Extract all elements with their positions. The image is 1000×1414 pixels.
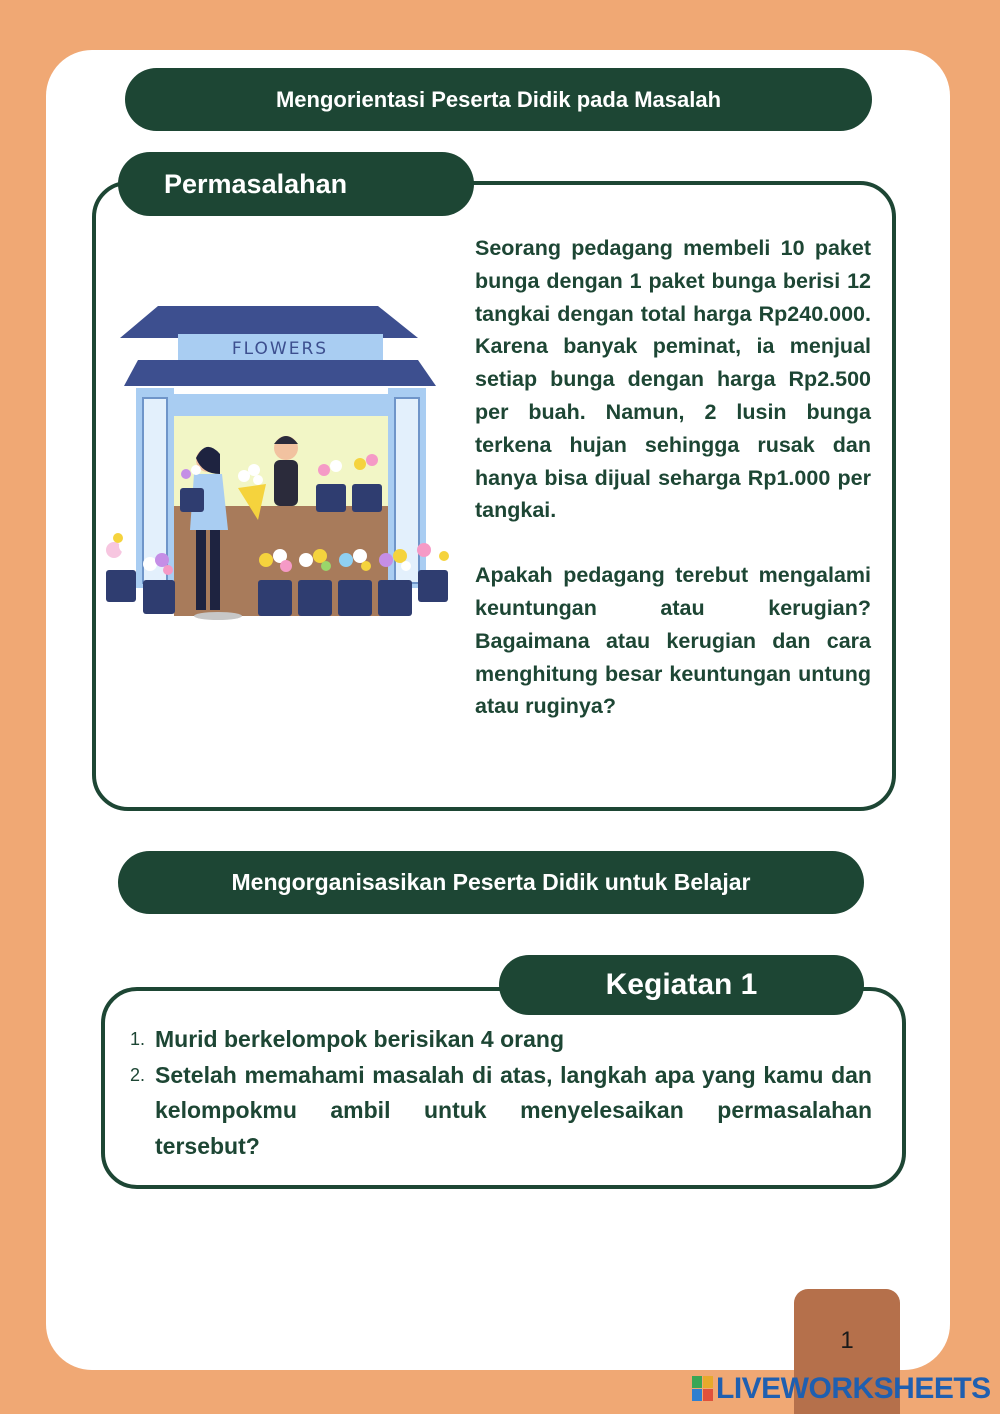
list-item [130, 1058, 872, 1165]
activity-steps [130, 1022, 872, 1164]
liveworksheets-logo-icon [692, 1376, 714, 1402]
section-header-orientation [125, 68, 872, 131]
shop-awning [124, 360, 436, 386]
page-number: 1 [840, 1327, 854, 1354]
step-number: 1. [130, 1029, 146, 1049]
problem-text [475, 232, 871, 723]
problem-tab-label: Permasalahan [164, 168, 348, 199]
section-header-organize-label: Mengorganisasikan Peserta Didik untuk Belajar [231, 869, 751, 895]
section-header-organize [118, 851, 864, 914]
shop-sign-text: FLOWERS [231, 339, 329, 359]
activity-tab [499, 955, 864, 1015]
brand-logo[interactable] [692, 1372, 991, 1406]
shop-roof [120, 306, 418, 338]
section-header-orientation-label: Mengorientasi Peserta Didik pada Masalah [275, 86, 722, 112]
problem-question: Apakah pedagang terebut mengalami keuntungan atau kerugian? Bagaimana atau kerugian dan cara menghitung besar keuntungan untung atau ruginya? [475, 563, 871, 719]
step-text: Setelah memahami masalah di atas, langkah apa yang kamu dan kelompokmu ambil untuk menyelesaikan permasalahan tersebut? [155, 1061, 872, 1159]
flower-shop-illustration [88, 298, 468, 630]
problem-paragraph: Seorang pedagang membeli 10 paket bunga dengan 1 paket bunga berisi 12 tangkai dengan total harga Rp240.000. Karena banyak peminat, ia menjual setiap bunga dengan harga Rp2.500 per buah. Namun, 2 lusin bunga terkena hujan sehingga rusak dan hanya bisa dijual seharga Rp1.000 per tangkai. [475, 236, 871, 523]
step-number: 2. [130, 1064, 146, 1085]
problem-tab [118, 152, 474, 216]
step-text: Murid berkelompok berisikan 4 orang [155, 1026, 564, 1052]
brand-name: LIVEWORKSHEETS [716, 1372, 991, 1405]
activity-tab-label: Kegiatan 1 [605, 968, 758, 1001]
list-item [130, 1022, 872, 1058]
